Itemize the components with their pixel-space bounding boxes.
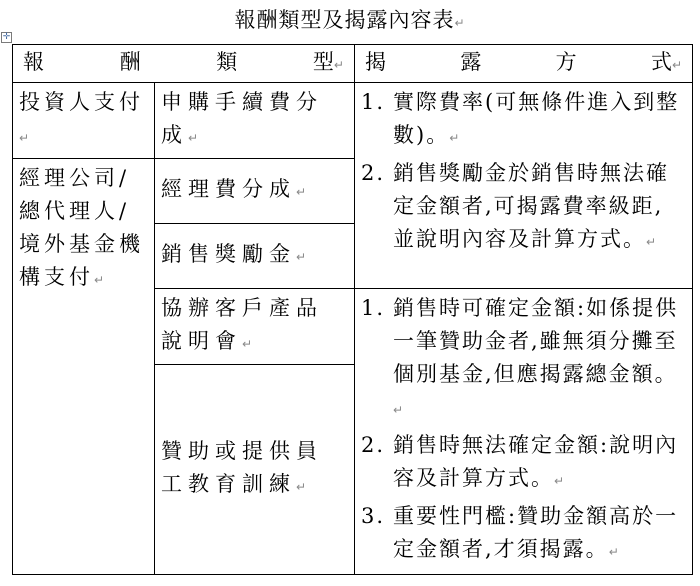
list-item: 3. 重要性門檻:贊助金額高於一定金額者,才須揭露。↵ (361, 504, 679, 561)
page-title: 報酬類型及揭露內容表↵ (234, 8, 466, 32)
payer-manager-cell: 經理公司/總代理人/境外基金機構支付↵ (13, 159, 155, 575)
subscription-fee-share-cell: 申購手續費分成↵ (155, 83, 355, 159)
header-disclosure-method: 揭 露 方 式↵ (355, 45, 693, 83)
sponsor-training-cell: 贊助或提供員工教育訓練↵ (155, 365, 355, 575)
list-item: 2. 銷售時無法確定金額:說明內容及計算方式。↵ (361, 433, 679, 490)
table-move-handle-icon[interactable]: ✛ (2, 32, 11, 42)
management-fee-share-cell: 經理費分成↵ (155, 159, 355, 224)
payment-disclosure-table (12, 44, 693, 575)
header-payment-type: 報 酬 類 型↵ (13, 45, 355, 83)
payer-investor-cell: 投資人支付↵ (13, 83, 155, 159)
table-header-row (13, 45, 693, 83)
product-seminar-cell: 協辦客戶產品說明會↵ (155, 289, 355, 365)
disclosure-cell-fees (355, 83, 693, 289)
sales-incentive-cell: 銷售獎勵金↵ (155, 224, 355, 289)
table-row (13, 83, 693, 159)
list-item: 2. 銷售獎勵金於銷售時無法確定金額者,可揭露費率級距,並說明內容及計算方式。↵ (361, 161, 669, 251)
disclosure-cell-sponsorship (355, 289, 693, 575)
list-item: 1. 銷售時可確定金額:如係提供一筆贊助金者,雖無須分攤至個別基金,但應揭露總金額。↵ (361, 296, 679, 417)
list-item: 1. 實際費率(可無條件進入到整數)。↵ (361, 90, 680, 147)
